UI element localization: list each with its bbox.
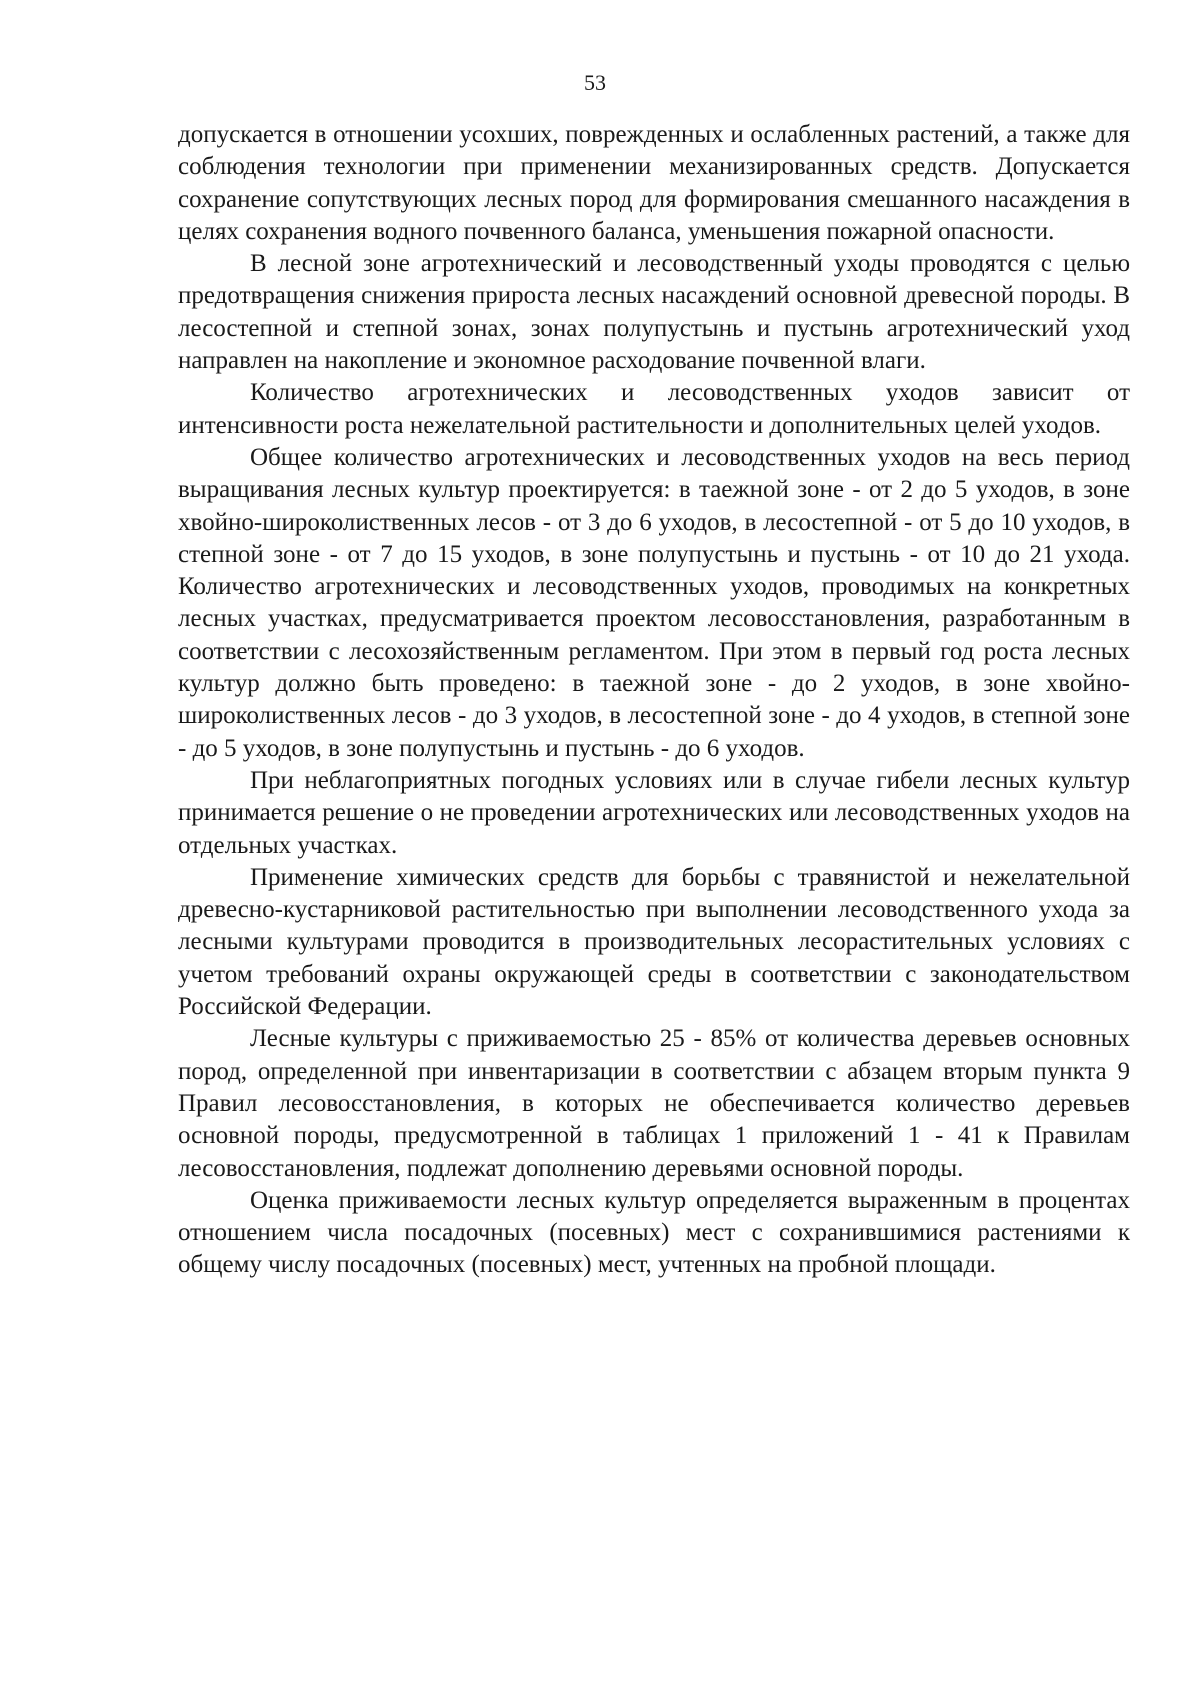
page-number: 53: [584, 70, 606, 95]
paragraph: допускается в отношении усохших, поврежденных и ослабленных растений, а также для соблюдения технологии при применении механизированных средств. Допускается сохранение сопутствующих лесных пород для формирования смешанного насаждения в целях сохранения водного почвенного баланса, уменьшения пожарной опасности.: [178, 121, 1130, 245]
paragraph: При неблагоприятных погодных условиях или в случае гибели лесных культур принимается решение о не проведении агротехнических или лесоводственных уходов на отдельных участках.: [178, 766, 1130, 859]
paragraph: Применение химических средств для борьбы с травянистой и нежелательной древесно-кустарниковой растительностью при выполнении лесоводственного ухода за лесными культурами проводится в производительных лесорастительных условиях с учетом требований охраны окружающей среды в соответствии с законодательством Российской Федерации.: [178, 863, 1130, 1021]
paragraph: Количество агротехнических и лесоводственных уходов зависит от интенсивности роста нежелательной растительности и дополнительных целей уходов.: [178, 379, 1130, 439]
paragraph: Оценка приживаемости лесных культур определяется выраженным в процентах отношением числа посадочных (посевных) мест с сохранившимися растениями к общему числу посадочных (посевных) мест, учтенных на пробной площади.: [178, 1186, 1130, 1279]
document-body: [178, 119, 1130, 1282]
paragraph: В лесной зоне агротехнический и лесоводственный уходы проводятся с целью предотвращения снижения прироста лесных насаждений основной древесной породы. В лесостепной и степной зонах, зонах полупустынь и пустынь агротехнический уход направлен на накопление и экономное расходование почвенной влаги.: [178, 250, 1130, 375]
paragraph: Лесные культуры с приживаемостью 25 - 85% от количества деревьев основных пород, определенной при инвентаризации в соответствии с абзацем вторым пункта 9 Правил лесовосстановления, в которых не обеспечивается количество деревьев основной породы, предусмотренной в таблицах 1 приложений 1 - 41 к Правилам лесовосстановления, подлежат дополнению деревьями основной породы.: [178, 1025, 1130, 1182]
paragraph: Общее количество агротехнических и лесоводственных уходов на весь период выращивания лесных культур проектируется: в таежной зоне - от 2 до 5 уходов, в зоне хвойно-широколиственных лесов - от 3 до 6 уходов, в лесостепной - от 5 до 10 уходов, в степной зоне - от 7 до 15 уходов, в зоне полупустынь и пустынь - от 10 до 21 ухода. Количество агротехнических и лесоводственных уходов, проводимых на конкретных лесных участках, предусматривается проектом лесовосстановления, разработанным в соответствии с лесохозяйственным регламентом. При этом в первый год роста лесных культур должно быть проведено: в таежной зоне - до 2 уходов, в зоне хвойно-широколиственных лесов - до 3 уходов, в лесостепной зоне - до 4 уходов, в степной зоне - до 5 уходов, в зоне полупустынь и пустынь - до 6 уходов.: [178, 443, 1130, 762]
